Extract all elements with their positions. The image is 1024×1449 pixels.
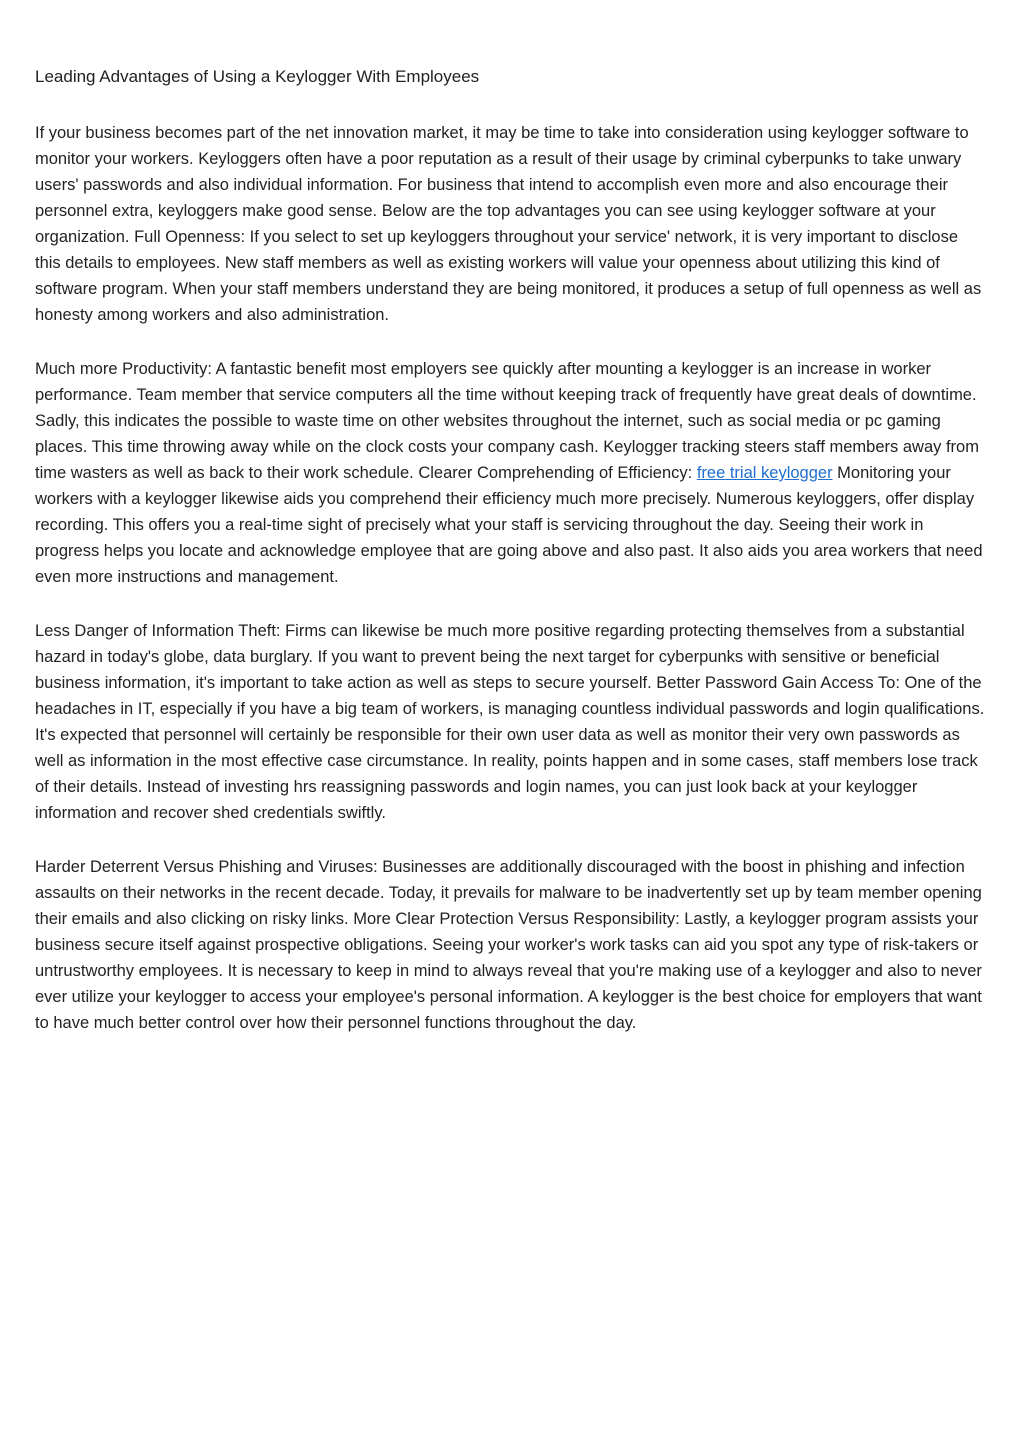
paragraph-productivity-text-before-link: Much more Productivity: A fantastic benefit most employers see quickly after mounting a keylogger is an increase in worker performance. Team member that service computers all the time without keeping track of frequently have great deals of downtime. Sadly, this indicates the possible to waste time on other websites throughout the internet, such as social media or pc gaming places. This time throwing away while on the clock costs your company cash. Keylogger tracking steers staff members away from time wasters as well as back to their work schedule. Clearer Comprehending of Efficiency: bbox=[35, 360, 979, 482]
paragraph-productivity-text-after-link: Monitoring your workers with a keylogger likewise aids you comprehend their efficiency much more precisely. Numerous keyloggers, offer display recording. This offers you a real-time sight of precisely what your staff is servicing throughout the day. Seeing their work in progress helps you locate and acknowledge employee that are going above and also past. It also aids you area workers that need even more instructions and management. bbox=[35, 464, 983, 586]
page-title: Leading Advantages of Using a Keylogger With Employees bbox=[35, 67, 480, 86]
paragraph-information-theft: Less Danger of Information Theft: Firms can likewise be much more positive regarding protecting themselves from a substantial hazard in today's globe, data burglary. If you want to prevent being the next target for cyberpunks with sensitive or beneficial business information, it's important to take action as well as steps to secure yourself. Better Password Gain Access To: One of the headaches in IT, especially if you have a big team of workers, is managing countless individual passwords and login qualifications. It's expected that personnel will certainly be responsible for their own user data as well as monitor their very own passwords as well as information in the most effective case circumstance. In reality, points happen and in some cases, staff members lose track of their details. Instead of investing hrs reassigning passwords and login names, you can just look back at your keylogger information and recover shed credentials swiftly. bbox=[35, 622, 985, 822]
free-trial-keylogger-link[interactable]: free trial keylogger bbox=[696, 464, 833, 482]
paragraph-phishing-deterrent: Harder Deterrent Versus Phishing and Viruses: Businesses are additionally discouraged with the boost in phishing and infection assaults on their networks in the recent decade. Today, it prevails for malware to be inadvertently set up by team member opening their emails and also clicking on risky links. More Clear Protection Versus Responsibility: Lastly, a keylogger program assists your business secure itself against prospective obligations. Seeing your worker's work tasks can aid you spot any type of risk-takers or untrustworthy employees. It is necessary to keep in mind to always reveal that you're making use of a keylogger and also to never ever utilize your keylogger to access your employee's personal information. A keylogger is the best choice for employers that want to have much better control over how their personnel functions throughout the day. bbox=[35, 858, 982, 1032]
paragraph-intro: If your business becomes part of the net innovation market, it may be time to take into consideration using keylogger software to monitor your workers. Keyloggers often have a poor reputation as a result of their usage by criminal cyberpunks to take unwary users' passwords and also individual information. For business that intend to accomplish even more and also encourage their personnel extra, keyloggers make good sense. Below are the top advantages you can see using keylogger software at your organization. Full Openness: If you select to set up keyloggers throughout your service' network, it is very important to disclose this details to employees. New staff members as well as existing workers will value your openness about utilizing this kind of software program. When your staff members understand they are being monitored, it produces a setup of full openness as well as honesty among workers and also administration. bbox=[35, 124, 982, 324]
paragraph-productivity bbox=[35, 356, 987, 590]
